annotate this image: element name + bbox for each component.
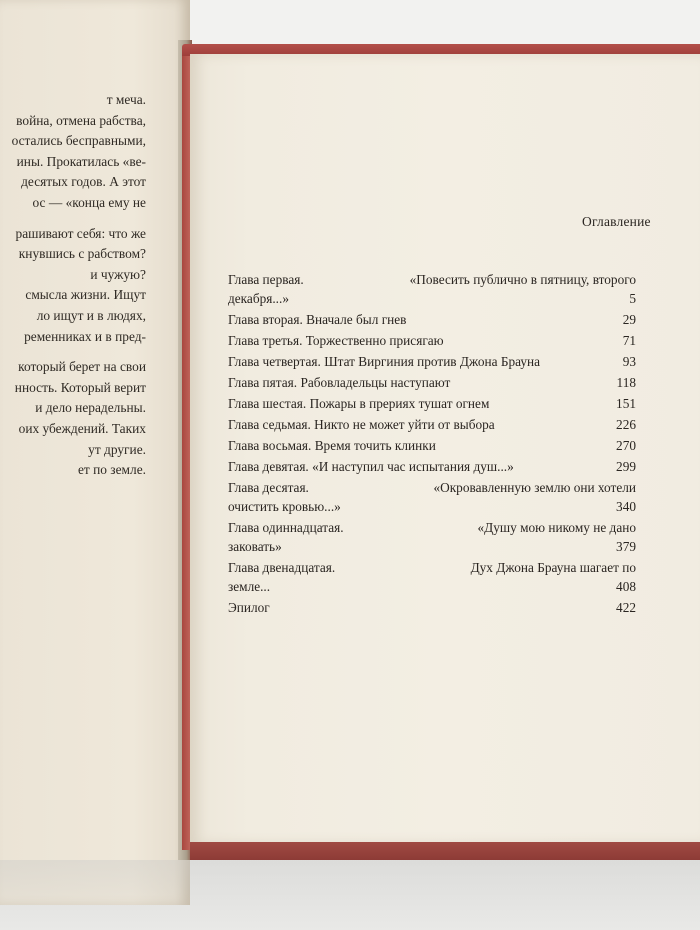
toc-title: «Повесить публично в пятницу, второго xyxy=(409,272,636,287)
left-page-line xyxy=(0,347,146,357)
toc-title: Пожары в прериях тушат огнем xyxy=(309,396,490,411)
toc-chapter-label: Глава девятая. xyxy=(228,459,309,474)
toc-entry xyxy=(228,331,636,350)
toc-entry xyxy=(228,436,636,455)
toc-page-number: 118 xyxy=(616,375,636,390)
toc-entry xyxy=(228,352,636,371)
toc-heading: Оглавление xyxy=(582,214,651,229)
toc-title: «И наступил час испытания душ...» xyxy=(312,459,514,474)
toc-chapter-label: Глава двенадцатая. xyxy=(228,560,336,575)
toc-title: Эпилог xyxy=(228,600,270,615)
toc-chapter-label: Глава седьмая. xyxy=(228,417,311,432)
left-page-line: ины. Прокатилась «ве- xyxy=(16,153,146,169)
toc-page-number: 379 xyxy=(616,539,636,554)
toc-page-number: 226 xyxy=(616,417,636,432)
left-page-line: ременниках и в пред- xyxy=(24,328,146,344)
left-page-line: ет по земле. xyxy=(77,462,146,478)
toc-entry xyxy=(228,310,636,329)
toc-entry xyxy=(228,415,636,434)
left-page-line: т меча. xyxy=(106,92,146,107)
left-page-line: ло ищут и в людях, xyxy=(36,307,146,323)
toc-page-number: 340 xyxy=(616,499,636,514)
toc-entry xyxy=(228,457,636,476)
toc-title: Дух Джона Брауна шагает по xyxy=(470,560,636,575)
toc-page-number: 5 xyxy=(629,291,636,306)
toc-title-cont: земле... xyxy=(228,579,271,594)
toc-page-number: 299 xyxy=(616,459,636,474)
toc-title: «Душу мою никому не дано xyxy=(477,520,636,535)
toc-entry xyxy=(228,558,636,596)
toc-title-cont: очистить кровью...» xyxy=(228,499,341,514)
toc-title-cont: заковать» xyxy=(228,539,282,554)
left-page-text xyxy=(0,90,190,481)
toc-chapter-label: Глава четвертая. xyxy=(228,354,321,369)
toc-title: Штат Виргиния против Джона Брауна xyxy=(324,354,541,369)
left-page-line: нность. Который верит xyxy=(14,379,146,395)
left-page-line: рашивают себя: что же xyxy=(15,225,146,241)
toc-chapter-label: Глава одиннадцатая. xyxy=(228,520,344,535)
toc-entry xyxy=(228,478,636,516)
toc-title: «Окровавленную землю они хотели xyxy=(433,480,636,495)
toc-chapter-label: Глава вторая. xyxy=(228,312,303,327)
left-page-line: и дело нерадельны. xyxy=(35,400,146,416)
toc-page-number: 93 xyxy=(622,354,636,369)
toc-page-number: 29 xyxy=(622,312,636,327)
toc-title: Время точить клинки xyxy=(314,438,436,453)
left-page-line: ос — «конца ему не xyxy=(32,194,146,210)
toc-page-number: 151 xyxy=(616,396,636,411)
toc-chapter-label: Глава десятая. xyxy=(228,480,309,495)
left-page-line: десятых годов. А этот xyxy=(21,174,146,190)
left-page-line xyxy=(0,214,146,224)
toc-title: Никто не может уйти от выбора xyxy=(314,417,495,432)
toc-page-number: 408 xyxy=(616,579,636,594)
toc-entry xyxy=(228,270,636,308)
toc-title: Вначале был гнев xyxy=(306,312,407,327)
toc-title: Торжественно присягаю xyxy=(305,333,444,348)
toc-page-number: 422 xyxy=(616,600,636,615)
cover-edge-bottom xyxy=(190,842,700,860)
left-page-line: и чужую? xyxy=(90,266,146,282)
toc-entry xyxy=(228,394,636,413)
toc-page-number: 71 xyxy=(622,333,636,348)
bottom-shadow xyxy=(0,860,700,930)
left-page-line: оих убеждений. Таких xyxy=(18,420,146,436)
left-page-line: ут другие. xyxy=(88,441,146,457)
toc-entry xyxy=(228,373,636,392)
left-page xyxy=(0,0,190,905)
toc-title-cont: декабря...» xyxy=(228,291,289,306)
toc-title: Рабовладельцы наступают xyxy=(300,375,451,390)
toc-chapter-label: Глава пятая. xyxy=(228,375,298,390)
toc-chapter-label: Глава восьмая. xyxy=(228,438,312,453)
toc-chapter-label: Глава третья. xyxy=(228,333,303,348)
toc-chapter-label: Глава шестая. xyxy=(228,396,307,411)
left-page-line: кнувшись с рабством? xyxy=(18,246,146,262)
toc-chapter-label: Глава первая. xyxy=(228,272,304,287)
toc-entry xyxy=(228,518,636,556)
left-page-line: который берет на свои xyxy=(18,359,146,375)
left-page-line: война, отмена рабства, xyxy=(16,112,146,128)
left-page-line: остались бесправными, xyxy=(11,133,146,149)
toc-entry xyxy=(228,598,636,617)
left-page-line: смысла жизни. Ищут xyxy=(25,287,146,303)
toc-page-number: 270 xyxy=(616,438,636,453)
